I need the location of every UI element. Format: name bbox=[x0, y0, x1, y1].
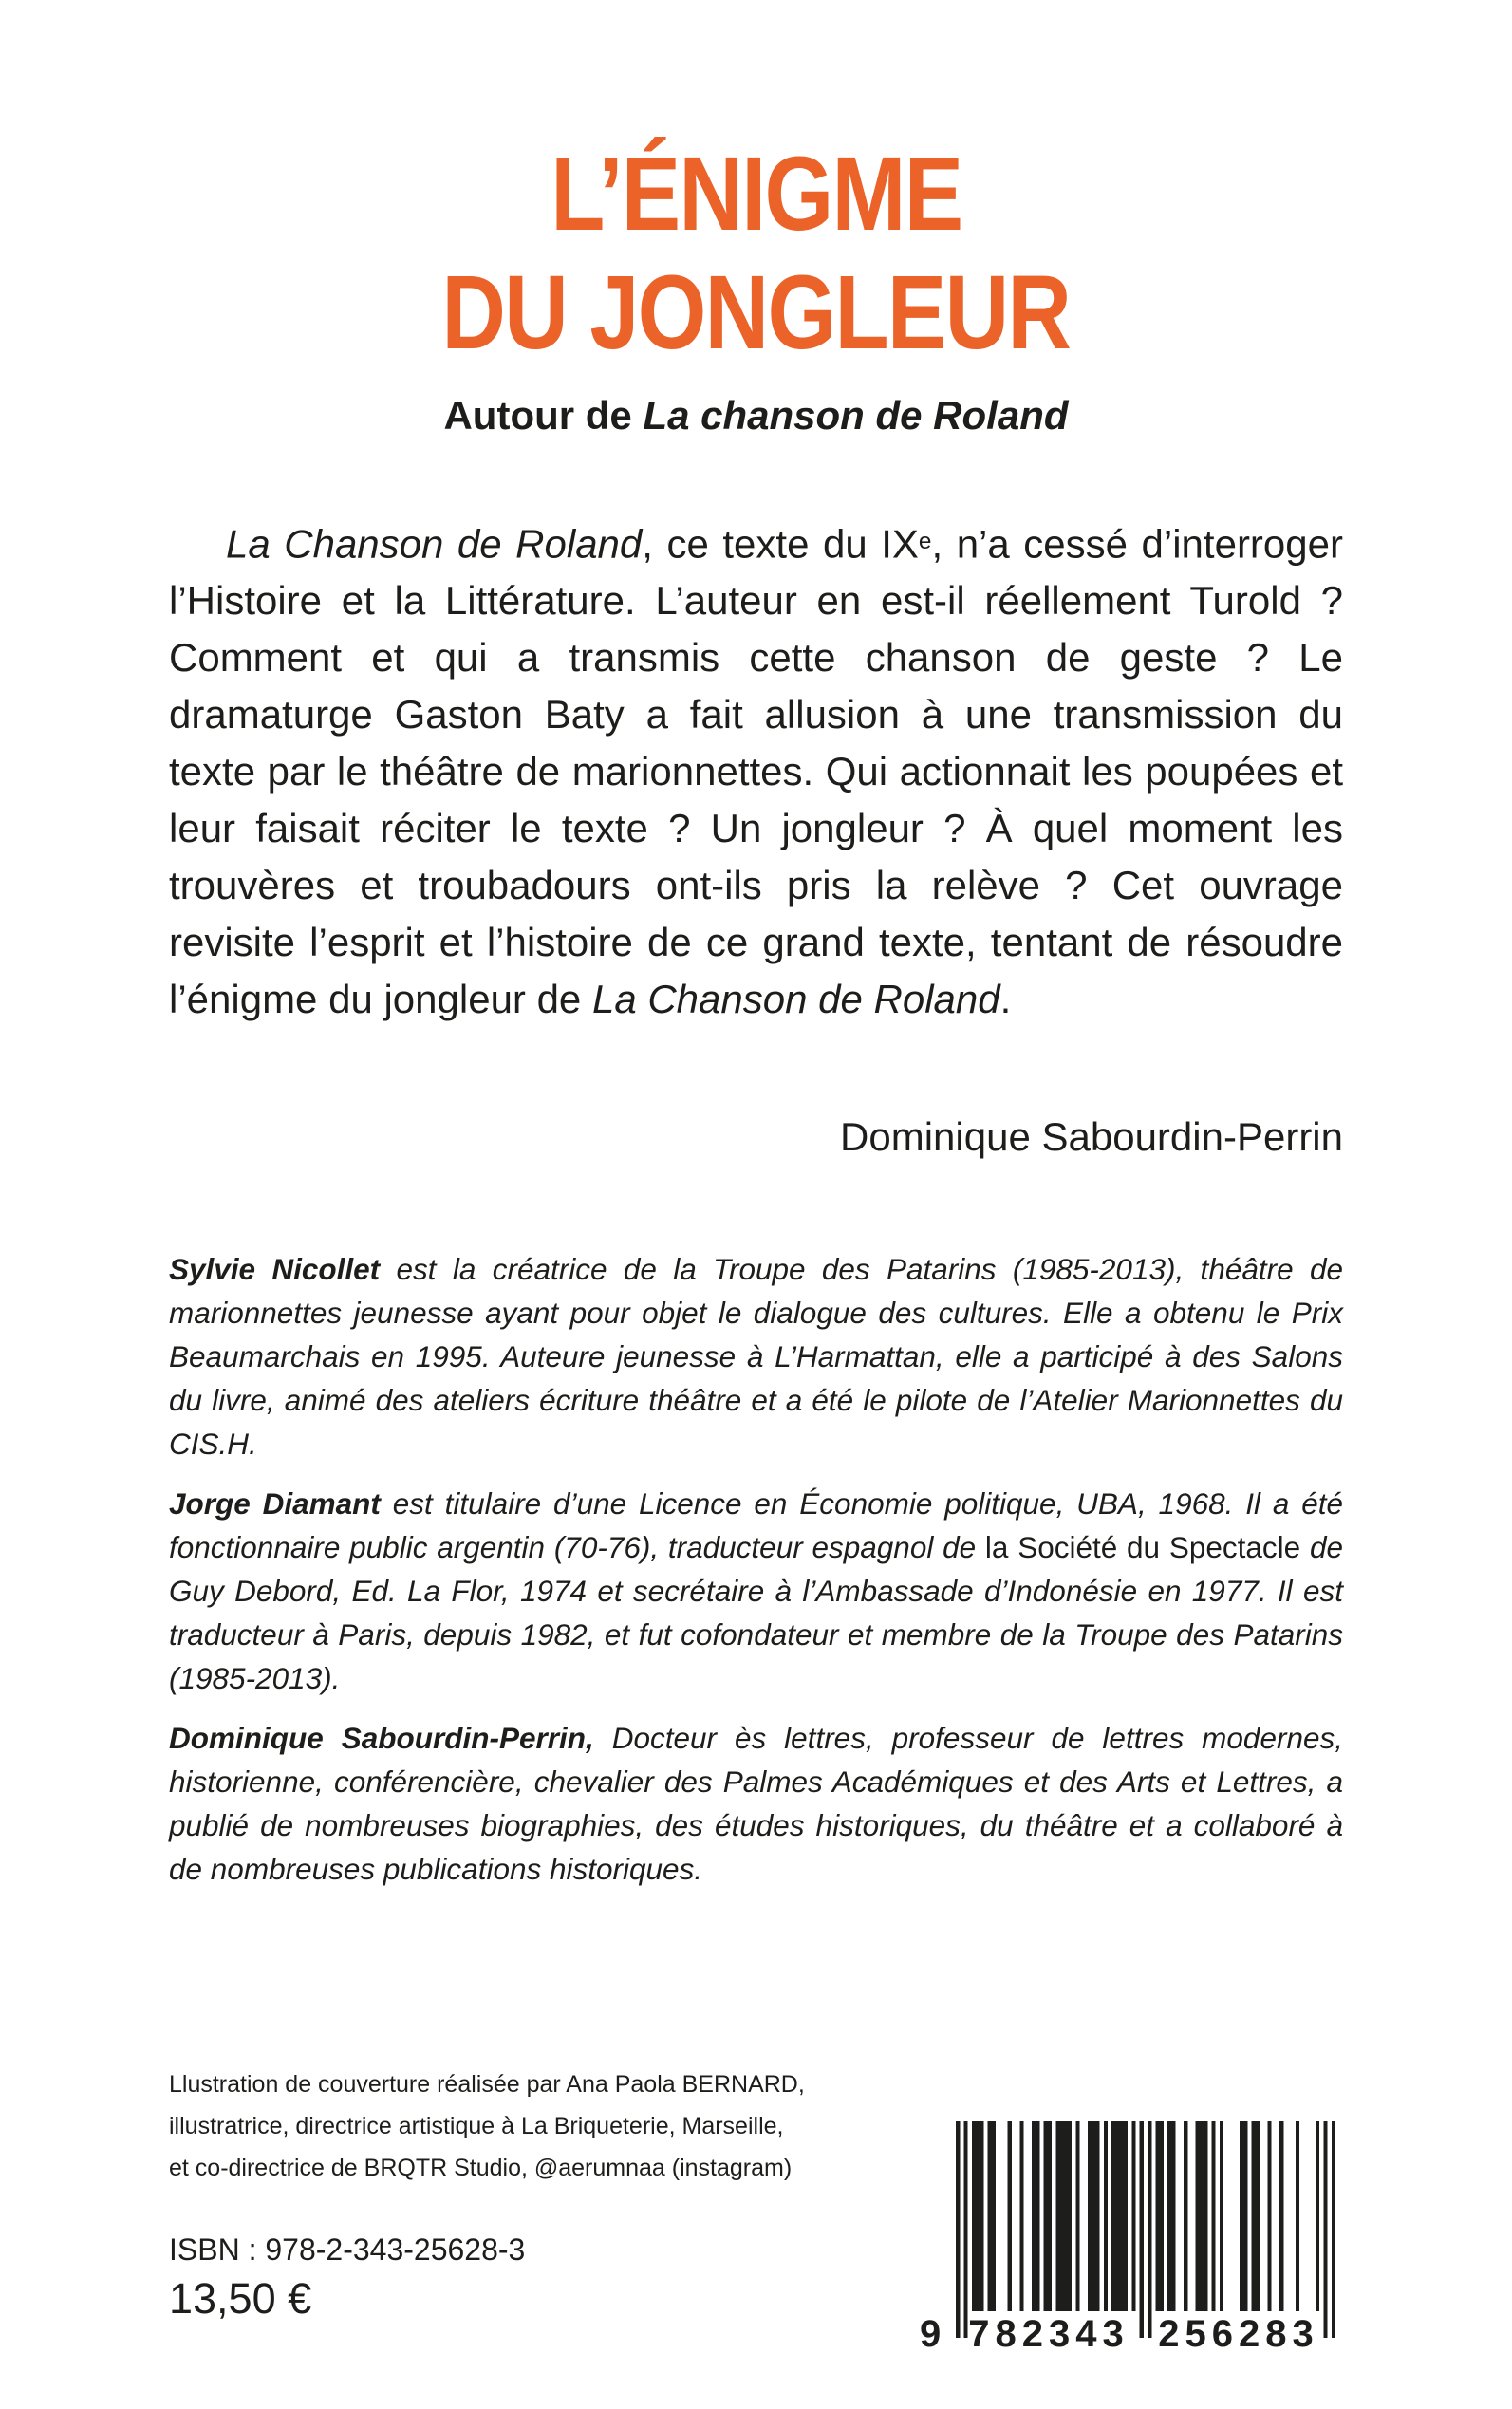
credit-line: Llustration de couverture réalisée par Ana Paola BERNARD, bbox=[169, 2071, 805, 2098]
text-segment: de Guy Debord, Ed. La Flor, 1974 et secrétaire à l’Ambassade d’Indonésie en 1977. Il est traducteur à Paris, depuis 1982, et fut cofondateur et membre de la Troupe des Patarins (1985-2013). bbox=[169, 1530, 1343, 1695]
book-title-text-1: L’ÉNIGME bbox=[550, 136, 962, 252]
synopsis-paragraph bbox=[169, 514, 1343, 1028]
ean13-barcode bbox=[918, 2121, 1341, 2359]
subtitle-work-title: La chanson de Roland bbox=[643, 393, 1069, 438]
text-segment: e bbox=[918, 529, 932, 554]
text-segment: est la créatrice de la Troupe des Patarins (1985-2013), théâtre de marionnettes jeunesse ayant pour objet le dialogue des cultures. Elle a obtenu le Prix Beaumarchais en 1995. Auteure jeunesse à L’Harmattan, elle a participé à des Salons du livre, animé des ateliers écriture théâtre et a été le pilote de l’Atelier Marionnettes du CIS.H. bbox=[169, 1252, 1343, 1461]
text-segment: est titulaire d’une Licence en Économie politique, UBA, 1968. Il a été fonctionnaire public argentin (70-76), traducteur espagnol de bbox=[169, 1486, 1344, 1564]
bio-dominique-sabourdin-perrin bbox=[169, 1716, 1343, 1891]
barcode-digits-left: 782343 bbox=[968, 2313, 1129, 2355]
book-subtitle bbox=[0, 393, 1512, 438]
text-segment: , n’a cessé d’interroger l’Histoire et la Littérature. L’auteur en est-il réellement Turold ? Comment et qui a transmis cette chanson de geste ? Le dramaturge Gaston Baty a fait allusion à une transmission du texte par le théâtre de marionnettes. Qui actionnait les poupées et leur faisait réciter le texte ? Un jongleur ? À quel moment les trouvères et troubadours ont-ils pris la relève ? Cet ouvrage revisite l’esprit et l’histoire de ce grand texte, tentant de résoudre l’énigme du jongleur de bbox=[169, 521, 1343, 1022]
bio-sylvie-nicollet bbox=[169, 1247, 1343, 1466]
cover-illustration-credit bbox=[169, 2064, 805, 2189]
price: 13,50 € bbox=[169, 2274, 312, 2323]
text-segment: Jorge Diamant bbox=[169, 1486, 381, 1521]
book-title-line-2 bbox=[0, 254, 1512, 371]
credit-line: et co-directrice de BRQTR Studio, @aerumnaa (instagram) bbox=[169, 2155, 793, 2181]
barcode-digit-first: 9 bbox=[920, 2313, 942, 2355]
barcode-digits-right: 256283 bbox=[1158, 2313, 1319, 2355]
text-segment: Docteur ès lettres, professeur de lettres modernes, historienne, conférencière, chevalier des Palmes Académiques et des Arts et Lettres, a publié de nombreuses biographies, des études historiques, du théâtre et a collaboré à de nombreuses publications historiques. bbox=[169, 1721, 1343, 1886]
text-segment: La Chanson de Roland bbox=[591, 977, 1000, 1022]
text-segment: . bbox=[999, 977, 1012, 1022]
book-title-line-1 bbox=[0, 136, 1512, 252]
credit-line: illustratrice, directrice artistique à La Briqueterie, Marseille, bbox=[169, 2113, 784, 2139]
text-segment: Sylvie Nicollet bbox=[169, 1252, 381, 1286]
bio-jorge-diamant bbox=[169, 1482, 1343, 1700]
text-segment: Dominique Sabourdin-Perrin, bbox=[169, 1721, 594, 1755]
text-segment: la Société du Spectacle bbox=[984, 1530, 1301, 1564]
isbn-number: ISBN : 978-2-343-25628-3 bbox=[169, 2232, 526, 2267]
text-segment: , ce texte du IX bbox=[642, 521, 919, 567]
contributor-bios bbox=[169, 1247, 1343, 1907]
subtitle-prefix: Autour de bbox=[443, 393, 644, 438]
author-signature: Dominique Sabourdin-Perrin bbox=[840, 1114, 1343, 1159]
text-segment: La Chanson de Roland bbox=[226, 521, 643, 567]
book-title-text-2: DU JONGLEUR bbox=[441, 254, 1071, 371]
